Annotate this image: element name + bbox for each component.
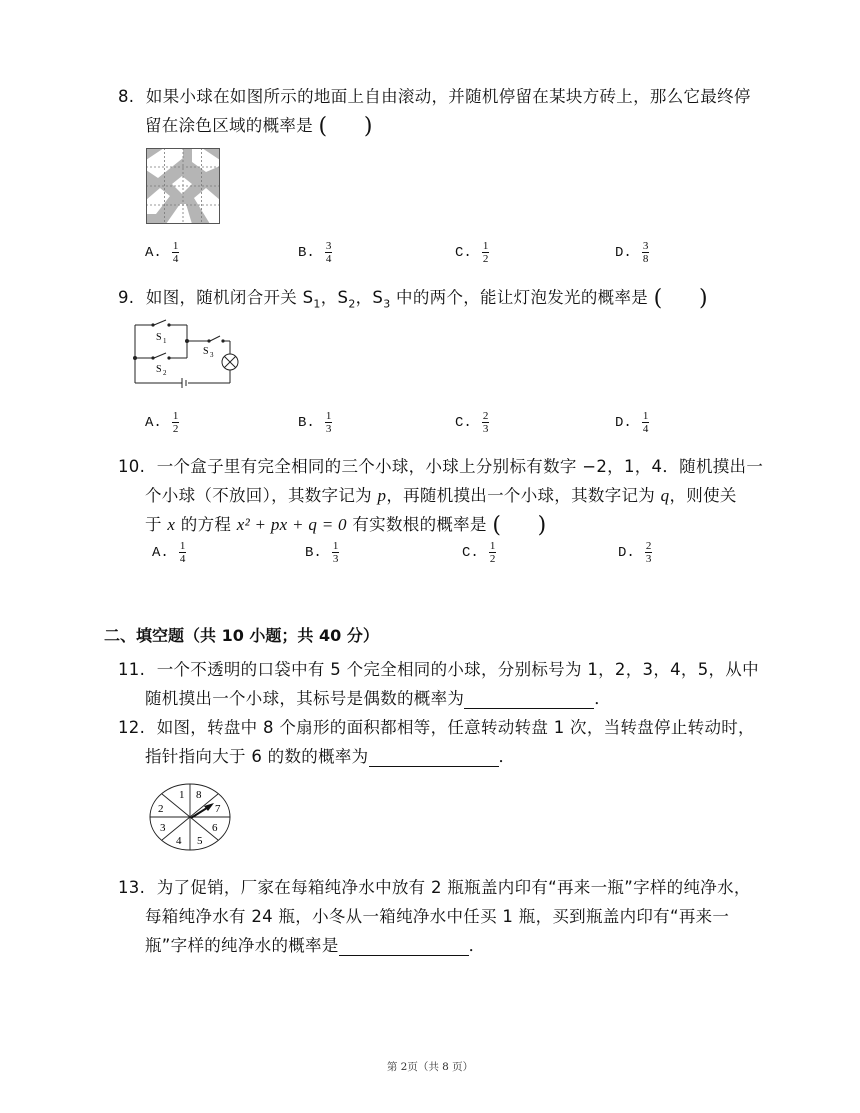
spinner-2: 2 <box>158 803 164 815</box>
q9-option-c[interactable] <box>455 410 489 435</box>
q13-number: 13. <box>118 878 146 897</box>
option-label: D. <box>615 414 632 431</box>
fraction: $\frac{2}{3}$ <box>645 540 652 565</box>
q8-number: 8. <box>118 87 135 106</box>
s1-sub: 1 <box>313 297 321 311</box>
q12-line1 <box>118 714 755 738</box>
answer-blank[interactable] <box>369 750 499 767</box>
option-label: A. <box>145 244 162 261</box>
spinner-figure <box>148 782 232 852</box>
s1-label-sub: 1 <box>163 337 167 345</box>
q13-text-2: 每箱纯净水有 24 瓶，小冬从一箱纯净水中任买 1 瓶，买到瓶盖内印有“再来一 <box>145 907 730 926</box>
q11-line2 <box>145 685 611 709</box>
q9-sep2: ，S <box>355 288 384 307</box>
option-label: D. <box>618 544 635 561</box>
answer-blank[interactable] <box>464 692 594 709</box>
spinner-3: 3 <box>160 822 166 834</box>
q10-option-c[interactable] <box>462 540 496 565</box>
pointer-arrow <box>191 803 214 818</box>
q10-option-d[interactable] <box>618 540 652 565</box>
fraction: $\frac{1}{4}$ <box>172 240 179 265</box>
var-q: q <box>660 486 670 505</box>
q8-line1 <box>118 83 751 107</box>
option-label: B. <box>305 544 322 561</box>
q12-text-2: 指针指向大于 6 的数的概率为 <box>145 747 369 766</box>
s3-label-sub: 3 <box>210 351 214 359</box>
q9-number: 9. <box>118 288 135 307</box>
q12-text-1: 如图，转盘中 8 个扇形的面积都相等，任意转动转盘 1 次，当转盘停止转动时， <box>156 718 755 737</box>
q10-line2 <box>145 482 737 506</box>
q13-text-1: 为了促销，厂家在每箱纯净水中放有 2 瓶瓶盖内印有“再来一瓶”字样的纯净水， <box>156 878 751 897</box>
q8-text-2: 留在涂色区域的概率是 <box>145 116 313 135</box>
q12-number: 12. <box>118 718 146 737</box>
q8-option-d[interactable] <box>615 240 649 265</box>
q9-option-b[interactable] <box>298 410 332 435</box>
q10-text-3c: 有实数根的概率是 <box>352 515 487 534</box>
q10-text-3a: 于 <box>145 515 162 534</box>
tile-floor-figure <box>146 148 220 224</box>
var-x: x <box>167 515 176 534</box>
option-label: C. <box>462 544 479 561</box>
fraction: $\frac{1}{2}$ <box>482 240 489 265</box>
option-label: B. <box>298 414 315 431</box>
option-label: D. <box>615 244 632 261</box>
q10-text-2c: ，则使关 <box>669 486 737 505</box>
option-label: B. <box>298 244 315 261</box>
q13-line1 <box>118 874 751 898</box>
circuit-diagram <box>130 318 250 390</box>
option-label: C. <box>455 244 472 261</box>
s2-sub: 2 <box>348 297 356 311</box>
answer-paren: ( ) <box>318 114 373 139</box>
answer-blank[interactable] <box>339 939 469 956</box>
page-footer: 第 2页（共 8 页） <box>386 1061 474 1073</box>
q12-end: ． <box>498 747 516 766</box>
fraction: $\frac{3}{8}$ <box>642 240 649 265</box>
q11-text-1: 一个不透明的口袋中有 5 个完全相同的小球，分别标号为 1，2，3，4，5，从中 <box>156 660 759 679</box>
q10-option-a[interactable] <box>152 540 186 565</box>
spinner-6: 6 <box>212 822 218 834</box>
fraction: $\frac{1}{3}$ <box>325 410 332 435</box>
q8-option-a[interactable] <box>145 240 179 265</box>
q10-text-3b: 的方程 <box>180 515 232 534</box>
q10-number: 10. <box>118 457 146 476</box>
spinner-5: 5 <box>197 835 203 847</box>
q11-line1 <box>118 656 759 680</box>
q9-option-d[interactable] <box>615 410 649 435</box>
option-label: A. <box>152 544 169 561</box>
fraction: $\frac{1}{3}$ <box>332 540 339 565</box>
option-label: C. <box>455 414 472 431</box>
q8-line2 <box>145 112 373 139</box>
q11-end: ． <box>594 689 612 708</box>
q10-text-2b: ，再随机摸出一个小球，其数字记为 <box>386 486 656 505</box>
fraction: $\frac{2}{3}$ <box>482 410 489 435</box>
q13-line2 <box>145 903 729 927</box>
fraction: $\frac{1}{2}$ <box>489 540 496 565</box>
s3-label: S <box>203 346 209 357</box>
answer-paren: ( ) <box>492 513 547 538</box>
equation: x² + px + q = 0 <box>236 515 347 534</box>
q13-line3 <box>145 932 485 956</box>
q8-option-c[interactable] <box>455 240 489 265</box>
q10-option-b[interactable] <box>305 540 339 565</box>
s3-sub: 3 <box>383 297 391 311</box>
q11-text-2: 随机摸出一个小球，其标号是偶数的概率为 <box>145 689 465 708</box>
q10-text-2a: 个小球（不放回），其数字记为 <box>145 486 372 505</box>
s2-label-sub: 2 <box>163 369 167 377</box>
spinner-4: 4 <box>176 835 182 847</box>
q8-option-b[interactable] <box>298 240 332 265</box>
q10-line1 <box>118 453 763 477</box>
s1-label: S <box>156 332 162 343</box>
q9-sep: ，S <box>320 288 349 307</box>
q9-line1 <box>118 284 708 311</box>
fraction: $\frac{1}{2}$ <box>172 410 179 435</box>
q9-text-a: 如图，随机闭合开关 S <box>145 288 314 307</box>
fraction: $\frac{1}{4}$ <box>179 540 186 565</box>
q9-option-a[interactable] <box>145 410 179 435</box>
spinner-7: 7 <box>215 803 221 815</box>
spinner-8: 8 <box>196 789 202 801</box>
fraction: $\frac{1}{4}$ <box>642 410 649 435</box>
q8-text-1: 如果小球在如图所示的地面上自由滚动，并随机停留在某块方砖上，那么它最终停 <box>145 87 751 106</box>
q10-text-1: 一个盒子里有完全相同的三个小球，小球上分别标有数字 −2，1，4．随机摸出一 <box>156 457 764 476</box>
q12-line2 <box>145 743 515 767</box>
q13-end: ． <box>468 936 486 955</box>
section-title: 二、填空题（共 10 小题；共 40 分） <box>104 626 379 645</box>
q9-text-b: 中的两个，能让灯泡发光的概率是 <box>390 288 649 307</box>
s2-label: S <box>156 364 162 375</box>
var-p: p <box>377 486 387 505</box>
spinner-1: 1 <box>179 789 185 801</box>
q11-number: 11. <box>118 660 146 679</box>
q10-line3 <box>145 511 547 538</box>
option-label: A. <box>145 414 162 431</box>
fraction: $\frac{3}{4}$ <box>325 240 332 265</box>
q13-text-3: 瓶”字样的纯净水的概率是 <box>145 936 339 955</box>
answer-paren: ( ) <box>653 286 708 311</box>
